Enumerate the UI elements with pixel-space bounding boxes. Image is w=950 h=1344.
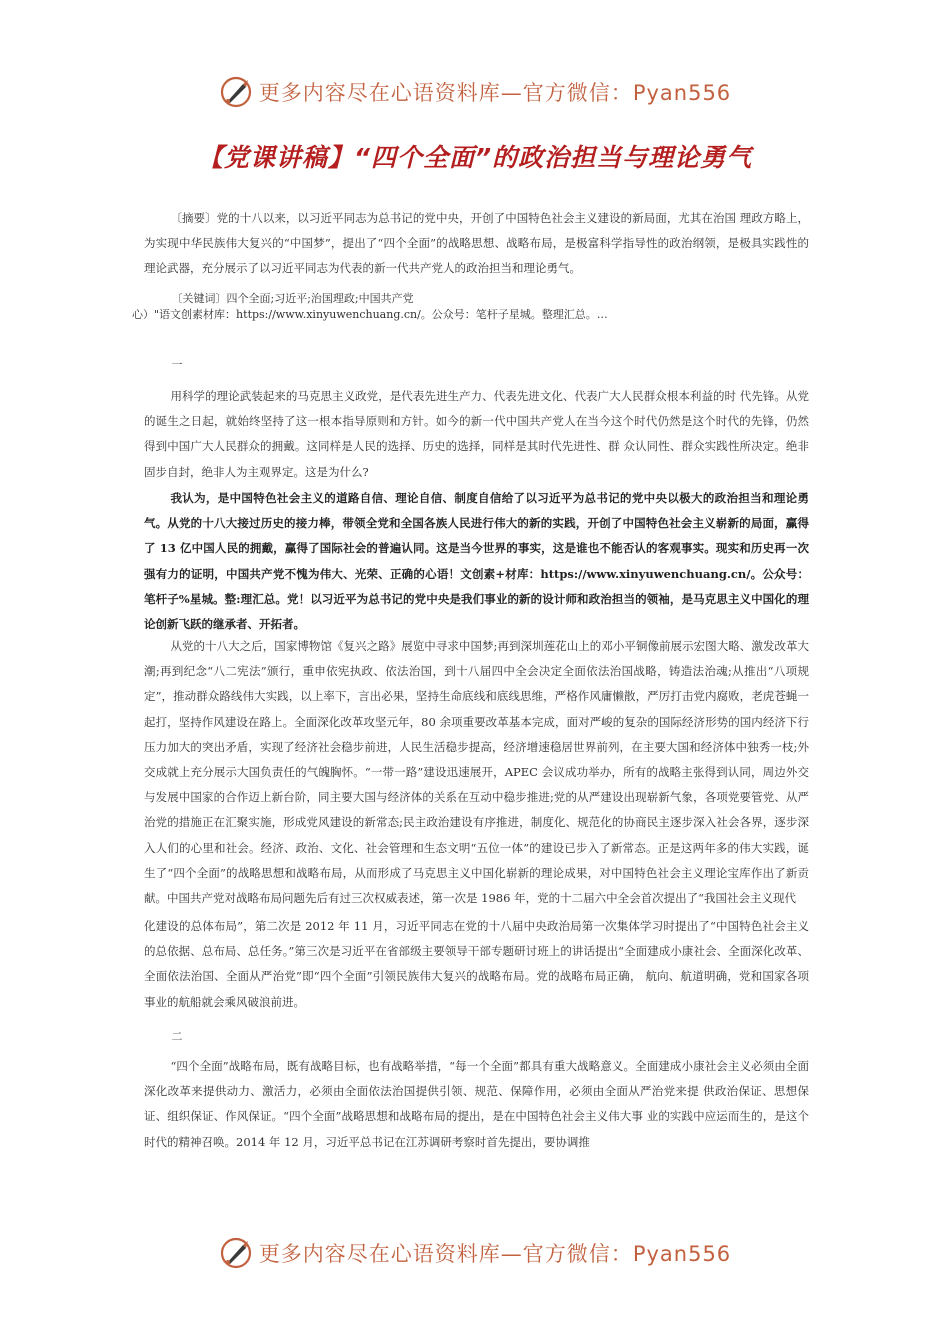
- abstract-block: [144, 206, 809, 282]
- paragraph-4: [144, 1054, 809, 1155]
- section-one-marker: 一: [171, 358, 183, 371]
- document-title: 【党课讲稿】“四个全面”的政治担当与理论勇气: [197, 143, 753, 172]
- paragraph-text: “四个全面”战略布局，既有战略目标，也有战略举措，“每一个全面”都具有重大战略意义。全面建成小康社会主义必须由全面深化改革来提供动力、激活力，必须由全面依法治国提供引领、规范、保障作用，必须由全面从严治党来提 供政治保证、思想保证、组织保证、作风保证。“四个全面”战略思想和战略布局的提出，是在中国特色社会主义伟大事 业的实践中应运而生的，是这个时代的精神召唤。2014 年 12 月，习近平总书记在江苏调研考察时首先提出，要协调推: [144, 1059, 809, 1149]
- banner-text: 更多内容尽在心语资料库—官方微信：Pyan556: [258, 1242, 732, 1266]
- abstract-text: 〔摘要〕党的十八以来，以习近平同志为总书记的党中央，开创了中国特色社会主义建设的新局面，尤其在治国 理政方略上，为实现中华民族伟大复兴的“中国梦”，提出了“四个全面”的战略思想、战略布局，是极富科学指导性的政治纲领，是极具实践性的理论武器，充分展示了以习近平同志为代表的新一代共产党人的政治担当和理论勇气。: [144, 211, 809, 276]
- banner-text: 更多内容尽在心语资料库—官方微信：Pyan556: [258, 81, 732, 105]
- paragraph-3: [144, 634, 809, 911]
- paragraph-2: [144, 486, 809, 637]
- paragraph-3-continued: [144, 914, 809, 1015]
- quill-pen-logo-icon: [219, 75, 253, 109]
- section-two-marker: 二: [171, 1030, 183, 1043]
- paragraph-text: 从党的十八大之后，国家博物馆《复兴之路》展览中寻求中国梦;再到深圳莲花山上的邓小平铜像前展示宏图大略、激发改革大潮;再到纪念“八二宪法”颁行，重申依宪执政、依法治国，到十八届四中全会决定全面依法治国战略，铸造法治魂;从推出“八项规定”，推动群众路线伟大实践，以上率下，言出必果，坚持生命底线和底线思维，严格作风庸懒散，严厉打击党内腐败，老虎苍蝇一起打，坚持作风建设在路上。全面深化改革攻坚元年，80 余项重要改革基本完成，面对严峻的复杂的国际经济形势的国内经济下行压力加大的突出矛盾，实现了经济社会稳步前进，人民生活稳步提高，经济增速稳居世界前列，在主要大国和经济体中独秀一枝;外交成就上充分展示大国负责任的气魄胸怀。“一带一路”建设迅速展开，APEC 会议成功举办，所有的战略主张得到认同，周边外交与发展中国家的合作迈上新台阶，同主要大国与经济体的关系在互动中稳步推进;党的从严建设出现崭新气象，各项党要管党、从严治党的措施正在汇聚实施，形成党风建设的新常态;民主政治建设有序推进，制度化、规范化的协商民主逐步深入社会各界，逐步深入人们的心里和社会。经济、政治、文化、社会管理和生态文明“五位一体”的建设已步入了新常态。正是这两年多的伟大实践，诞生了“四个全面”的战略思想和战略布局，从而形成了马克思主义中国化崭新的理论成果，对中国特色社会主义理论宝库作出了新贡献。中国共产党对战略布局问题先后有过三次权威表述，第一次是 1986 年，党的十二届六中全会首次提出了“我国社会主义现代: [144, 639, 809, 906]
- keywords-source-block: [132, 306, 812, 324]
- keywords-source-text: 心）"语文创素材库：https://www.xinyuwenchuang.cn/。公众号：笔杆子星城。整理汇总。…: [132, 308, 608, 321]
- paragraph-text: 化建设的总体布局”，第二次是 2012 年 11 月，习近平同志在党的十八届中央政治局第一次集体学习时提出了“中国特色社会主义的总依据、总布局、总任务。”第三次是习近平在省部级主要领导干部专题研讨班上的讲话提出“全面建成小康社会、全面深化改革、全面依法治国、全面从严治党”即“四个全面”引领民族伟大复兴的战略布局。党的战略布局正确， 航向、航道明确，党和国家各项事业的航船就会乘风破浪前进。: [144, 919, 809, 1009]
- keywords-text: 〔关键词〕四个全面;习近平;治国理政;中国共产党: [171, 292, 414, 305]
- wechat-id: Pyan556: [632, 81, 732, 105]
- paragraph-text: 我认为，是中国特色社会主义的道路自信、理论自信、制度自信给了以习近平为总书记的党中央以极大的政治担当和理论勇气。从党的十八大接过历史的接力棒，带领全党和全国各族人民进行伟大的新的实践，开创了中国特色社会主义崭新的局面，赢得了 13 亿中国人民的拥戴，赢得了国际社会的普遍认同。这是当今世界的事实，这是谁也不能否认的客观事实。现实和历史再一次强有力的证明，中国共产党不愧为伟大、光荣、正确的心语！文创素+材库：https://www.xinyuwenchuang.cn/。公众号：笔杆子%星城。整:理汇总。党！以习近平为总书记的党中央是我们事业的新的设计师和政治担当的领袖，是马克思主义中国化的理论创新飞跃的继承者、开拓者。: [144, 491, 809, 632]
- footer-banner: [0, 1233, 950, 1273]
- wechat-id: Pyan556: [632, 1242, 732, 1266]
- paragraph-text: 用科学的理论武装起来的马克思主义政党，是代表先进生产力、代表先进文化、代表广大人民群众根本利益的时 代先锋。从党的诞生之日起，就始终坚持了这一根本指导原则和方针。如今的新一代中国共产党人在当今这个时代仍然是这个时代的先锋，仍然得到中国广大人民群众的拥戴。这同样是人民的选择、历史的选择，同样是其时代先进性、群 众认同性、群众实践性所决定。绝非固步自封，绝非人为主观界定。这是为什么?: [144, 389, 809, 479]
- paragraph-1: [144, 384, 809, 485]
- quill-pen-logo-icon: [219, 1236, 253, 1270]
- header-banner: [0, 72, 950, 112]
